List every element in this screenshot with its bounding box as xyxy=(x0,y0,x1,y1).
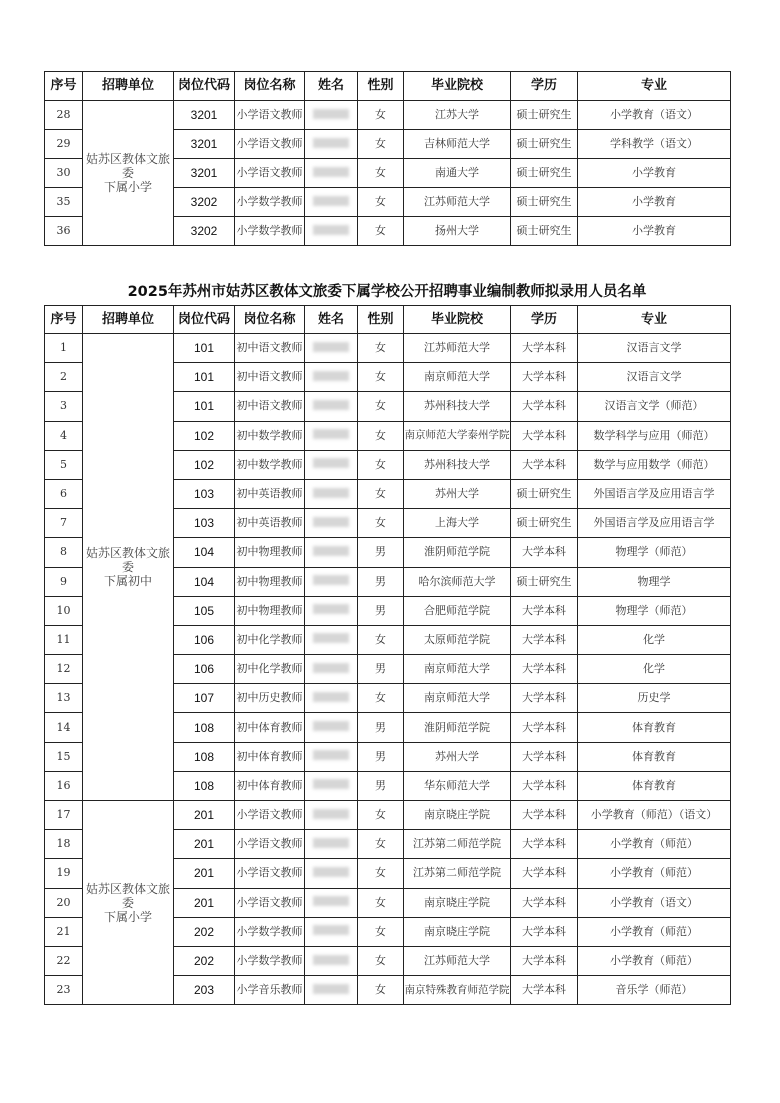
candidate-name xyxy=(305,888,358,917)
candidate-name xyxy=(305,859,358,888)
redacted-name xyxy=(313,721,349,731)
major: 小学教育（语文） xyxy=(578,101,731,130)
row-number: 5 xyxy=(45,450,83,479)
degree: 硕士研究生 xyxy=(511,479,578,508)
table-header-row xyxy=(45,306,731,334)
header-school: 毕业院校 xyxy=(404,72,511,101)
major: 外国语言学及应用语言学 xyxy=(578,479,731,508)
candidate-name xyxy=(305,363,358,392)
row-number: 8 xyxy=(45,538,83,567)
major: 小学教育 xyxy=(578,188,731,217)
post-name: 小学语文教师 xyxy=(235,159,305,188)
redacted-name xyxy=(313,633,349,643)
row-number: 22 xyxy=(45,946,83,975)
gender: 女 xyxy=(358,509,404,538)
post-code: 106 xyxy=(174,655,235,684)
candidate-name xyxy=(305,946,358,975)
degree: 大学本科 xyxy=(511,946,578,975)
post-code: 102 xyxy=(174,421,235,450)
candidate-name xyxy=(305,334,358,363)
graduate-school: 太原师范学院 xyxy=(404,625,511,654)
candidate-name xyxy=(305,101,358,130)
redacted-name xyxy=(313,109,349,119)
row-number: 6 xyxy=(45,479,83,508)
post-code: 101 xyxy=(174,392,235,421)
candidate-name xyxy=(305,130,358,159)
row-number: 4 xyxy=(45,421,83,450)
header-unit: 招聘单位 xyxy=(83,306,174,334)
graduate-school: 南京晓庄学院 xyxy=(404,888,511,917)
candidate-name xyxy=(305,479,358,508)
post-name: 初中物理教师 xyxy=(235,567,305,596)
row-number: 19 xyxy=(45,859,83,888)
table-hiring-list xyxy=(44,305,731,1005)
major: 音乐学（师范） xyxy=(578,976,731,1005)
post-code: 3201 xyxy=(174,159,235,188)
redacted-name xyxy=(313,342,349,352)
major: 物理学 xyxy=(578,567,731,596)
major: 小学教育（师范）（语文） xyxy=(578,801,731,830)
recruiting-unit: 姑苏区教体文旅 委 下属小学 xyxy=(83,801,174,1005)
header-code: 岗位代码 xyxy=(174,306,235,334)
degree: 硕士研究生 xyxy=(511,188,578,217)
post-name: 小学数学教师 xyxy=(235,917,305,946)
candidate-name xyxy=(305,188,358,217)
row-number: 1 xyxy=(45,334,83,363)
degree: 硕士研究生 xyxy=(511,509,578,538)
post-code: 108 xyxy=(174,713,235,742)
candidate-name xyxy=(305,771,358,800)
degree: 大学本科 xyxy=(511,742,578,771)
graduate-school: 江苏大学 xyxy=(404,101,511,130)
table-row xyxy=(45,801,731,830)
post-code: 105 xyxy=(174,596,235,625)
post-code: 103 xyxy=(174,509,235,538)
graduate-school: 南通大学 xyxy=(404,159,511,188)
major: 学科教学（语文） xyxy=(578,130,731,159)
post-name: 初中物理教师 xyxy=(235,538,305,567)
row-number: 9 xyxy=(45,567,83,596)
row-number: 7 xyxy=(45,509,83,538)
redacted-name xyxy=(313,692,349,702)
degree: 大学本科 xyxy=(511,655,578,684)
row-number: 29 xyxy=(45,130,83,159)
graduate-school: 江苏师范大学 xyxy=(404,946,511,975)
graduate-school: 江苏第二师范学院 xyxy=(404,830,511,859)
degree: 大学本科 xyxy=(511,538,578,567)
degree: 大学本科 xyxy=(511,771,578,800)
header-major: 专业 xyxy=(578,72,731,101)
major: 汉语言文学 xyxy=(578,363,731,392)
candidate-name xyxy=(305,538,358,567)
row-number: 11 xyxy=(45,625,83,654)
gender: 女 xyxy=(358,946,404,975)
header-name: 姓名 xyxy=(305,306,358,334)
candidate-name xyxy=(305,655,358,684)
post-name: 小学语文教师 xyxy=(235,101,305,130)
header-code: 岗位代码 xyxy=(174,72,235,101)
gender: 男 xyxy=(358,655,404,684)
candidate-name xyxy=(305,509,358,538)
candidate-name xyxy=(305,450,358,479)
table-row xyxy=(45,101,731,130)
graduate-school: 淮阴师范学院 xyxy=(404,713,511,742)
header-name: 姓名 xyxy=(305,72,358,101)
candidate-name xyxy=(305,567,358,596)
redacted-name xyxy=(313,517,349,527)
major: 小学教育（师范） xyxy=(578,859,731,888)
post-code: 101 xyxy=(174,334,235,363)
graduate-school: 南京师范大学 xyxy=(404,655,511,684)
graduate-school: 南京特殊教育师范学院 xyxy=(404,976,511,1005)
row-number: 18 xyxy=(45,830,83,859)
major: 汉语言文学 xyxy=(578,334,731,363)
graduate-school: 南京晓庄学院 xyxy=(404,801,511,830)
post-name: 小学语文教师 xyxy=(235,830,305,859)
gender: 女 xyxy=(358,188,404,217)
gender: 男 xyxy=(358,538,404,567)
row-number: 14 xyxy=(45,713,83,742)
redacted-name xyxy=(313,488,349,498)
header-major: 专业 xyxy=(578,306,731,334)
degree: 硕士研究生 xyxy=(511,159,578,188)
post-code: 3202 xyxy=(174,217,235,246)
graduate-school: 淮阴师范学院 xyxy=(404,538,511,567)
post-code: 201 xyxy=(174,888,235,917)
redacted-name xyxy=(313,955,349,965)
major: 数学与应用数学（师范） xyxy=(578,450,731,479)
header-post: 岗位名称 xyxy=(235,306,305,334)
degree: 大学本科 xyxy=(511,363,578,392)
redacted-name xyxy=(313,400,349,410)
header-post: 岗位名称 xyxy=(235,72,305,101)
degree: 大学本科 xyxy=(511,859,578,888)
degree: 大学本科 xyxy=(511,596,578,625)
post-code: 101 xyxy=(174,363,235,392)
post-name: 初中历史教师 xyxy=(235,684,305,713)
graduate-school: 南京师范大学泰州学院 xyxy=(404,421,511,450)
post-name: 小学语文教师 xyxy=(235,130,305,159)
row-number: 20 xyxy=(45,888,83,917)
redacted-name xyxy=(313,167,349,177)
row-number: 16 xyxy=(45,771,83,800)
candidate-name xyxy=(305,217,358,246)
post-name: 初中数学教师 xyxy=(235,450,305,479)
post-code: 104 xyxy=(174,567,235,596)
graduate-school: 合肥师范学院 xyxy=(404,596,511,625)
degree: 大学本科 xyxy=(511,917,578,946)
redacted-name xyxy=(313,838,349,848)
major: 小学教育（师范） xyxy=(578,830,731,859)
row-number: 13 xyxy=(45,684,83,713)
post-name: 小学数学教师 xyxy=(235,946,305,975)
post-name: 初中语文教师 xyxy=(235,334,305,363)
degree: 大学本科 xyxy=(511,421,578,450)
row-number: 28 xyxy=(45,101,83,130)
degree: 大学本科 xyxy=(511,713,578,742)
graduate-school: 哈尔滨师范大学 xyxy=(404,567,511,596)
header-gender: 性别 xyxy=(358,72,404,101)
graduate-school: 苏州科技大学 xyxy=(404,392,511,421)
major: 物理学（师范） xyxy=(578,596,731,625)
gender: 女 xyxy=(358,684,404,713)
redacted-name xyxy=(313,604,349,614)
candidate-name xyxy=(305,917,358,946)
gender: 女 xyxy=(358,888,404,917)
post-code: 104 xyxy=(174,538,235,567)
graduate-school: 南京师范大学 xyxy=(404,684,511,713)
graduate-school: 上海大学 xyxy=(404,509,511,538)
candidate-name xyxy=(305,976,358,1005)
redacted-name xyxy=(313,984,349,994)
post-name: 初中语文教师 xyxy=(235,363,305,392)
gender: 女 xyxy=(358,159,404,188)
row-number: 12 xyxy=(45,655,83,684)
row-number: 35 xyxy=(45,188,83,217)
document-title: 2025年苏州市姑苏区教体文旅委下属学校公开招聘事业编制教师拟录用人员名单 xyxy=(127,284,647,300)
gender: 男 xyxy=(358,596,404,625)
post-name: 小学数学教师 xyxy=(235,188,305,217)
gender: 女 xyxy=(358,334,404,363)
gender: 男 xyxy=(358,771,404,800)
header-degree: 学历 xyxy=(511,306,578,334)
degree: 大学本科 xyxy=(511,830,578,859)
candidate-name xyxy=(305,421,358,450)
graduate-school: 江苏师范大学 xyxy=(404,188,511,217)
gender: 女 xyxy=(358,421,404,450)
table-header-row xyxy=(45,72,731,101)
graduate-school: 江苏第二师范学院 xyxy=(404,859,511,888)
redacted-name xyxy=(313,225,349,235)
gender: 女 xyxy=(358,217,404,246)
post-code: 201 xyxy=(174,830,235,859)
redacted-name xyxy=(313,429,349,439)
gender: 女 xyxy=(358,859,404,888)
post-code: 202 xyxy=(174,946,235,975)
major: 小学教育（师范） xyxy=(578,917,731,946)
candidate-name xyxy=(305,159,358,188)
redacted-name xyxy=(313,750,349,760)
redacted-name xyxy=(313,809,349,819)
post-code: 108 xyxy=(174,742,235,771)
candidate-name xyxy=(305,392,358,421)
post-code: 203 xyxy=(174,976,235,1005)
gender: 女 xyxy=(358,101,404,130)
row-number: 36 xyxy=(45,217,83,246)
degree: 大学本科 xyxy=(511,625,578,654)
row-number: 2 xyxy=(45,363,83,392)
post-name: 小学语文教师 xyxy=(235,859,305,888)
post-name: 初中数学教师 xyxy=(235,421,305,450)
graduate-school: 南京晓庄学院 xyxy=(404,917,511,946)
degree: 大学本科 xyxy=(511,976,578,1005)
row-number: 21 xyxy=(45,917,83,946)
post-name: 小学语文教师 xyxy=(235,888,305,917)
post-name: 初中英语教师 xyxy=(235,479,305,508)
candidate-name xyxy=(305,625,358,654)
graduate-school: 吉林师范大学 xyxy=(404,130,511,159)
row-number: 3 xyxy=(45,392,83,421)
candidate-name xyxy=(305,713,358,742)
post-name: 初中化学教师 xyxy=(235,655,305,684)
gender: 女 xyxy=(358,392,404,421)
recruiting-unit: 姑苏区教体文旅委 下属小学 xyxy=(83,101,174,246)
post-name: 小学语文教师 xyxy=(235,801,305,830)
gender: 男 xyxy=(358,713,404,742)
gender: 男 xyxy=(358,742,404,771)
redacted-name xyxy=(313,663,349,673)
gender: 男 xyxy=(358,567,404,596)
redacted-name xyxy=(313,867,349,877)
degree: 硕士研究生 xyxy=(511,101,578,130)
gender: 女 xyxy=(358,917,404,946)
header-gender: 性别 xyxy=(358,306,404,334)
redacted-name xyxy=(313,196,349,206)
redacted-name xyxy=(313,896,349,906)
graduate-school: 华东师范大学 xyxy=(404,771,511,800)
row-number: 17 xyxy=(45,801,83,830)
degree: 硕士研究生 xyxy=(511,130,578,159)
major: 体育教育 xyxy=(578,713,731,742)
post-code: 106 xyxy=(174,625,235,654)
header-no: 序号 xyxy=(45,72,83,101)
gender: 女 xyxy=(358,479,404,508)
redacted-name xyxy=(313,925,349,935)
major: 化学 xyxy=(578,625,731,654)
row-number: 15 xyxy=(45,742,83,771)
candidate-name xyxy=(305,684,358,713)
graduate-school: 苏州大学 xyxy=(404,742,511,771)
redacted-name xyxy=(313,371,349,381)
candidate-name xyxy=(305,801,358,830)
major: 小学教育 xyxy=(578,159,731,188)
major: 数学科学与应用（师范） xyxy=(578,421,731,450)
post-code: 107 xyxy=(174,684,235,713)
post-code: 3201 xyxy=(174,101,235,130)
gender: 女 xyxy=(358,130,404,159)
redacted-name xyxy=(313,575,349,585)
post-name: 初中化学教师 xyxy=(235,625,305,654)
post-name: 初中物理教师 xyxy=(235,596,305,625)
major: 汉语言文学（师范） xyxy=(578,392,731,421)
gender: 女 xyxy=(358,830,404,859)
candidate-name xyxy=(305,596,358,625)
post-code: 201 xyxy=(174,859,235,888)
post-code: 102 xyxy=(174,450,235,479)
degree: 硕士研究生 xyxy=(511,217,578,246)
redacted-name xyxy=(313,779,349,789)
header-unit: 招聘单位 xyxy=(83,72,174,101)
major: 化学 xyxy=(578,655,731,684)
gender: 女 xyxy=(358,450,404,479)
gender: 女 xyxy=(358,976,404,1005)
post-code: 103 xyxy=(174,479,235,508)
candidate-name xyxy=(305,830,358,859)
post-name: 初中语文教师 xyxy=(235,392,305,421)
gender: 女 xyxy=(358,801,404,830)
gender: 女 xyxy=(358,625,404,654)
post-code: 3201 xyxy=(174,130,235,159)
post-name: 初中体育教师 xyxy=(235,742,305,771)
major: 物理学（师范） xyxy=(578,538,731,567)
post-code: 108 xyxy=(174,771,235,800)
header-school: 毕业院校 xyxy=(404,306,511,334)
degree: 大学本科 xyxy=(511,450,578,479)
redacted-name xyxy=(313,546,349,556)
major: 小学教育（语文） xyxy=(578,888,731,917)
row-number: 23 xyxy=(45,976,83,1005)
candidate-name xyxy=(305,742,358,771)
header-no: 序号 xyxy=(45,306,83,334)
table-primary-continued xyxy=(44,71,731,246)
major: 小学教育（师范） xyxy=(578,946,731,975)
major: 小学教育 xyxy=(578,217,731,246)
major: 历史学 xyxy=(578,684,731,713)
degree: 大学本科 xyxy=(511,392,578,421)
major: 外国语言学及应用语言学 xyxy=(578,509,731,538)
degree: 大学本科 xyxy=(511,684,578,713)
post-name: 初中体育教师 xyxy=(235,771,305,800)
post-name: 小学数学教师 xyxy=(235,217,305,246)
row-number: 30 xyxy=(45,159,83,188)
major: 体育教育 xyxy=(578,771,731,800)
post-code: 202 xyxy=(174,917,235,946)
redacted-name xyxy=(313,138,349,148)
graduate-school: 苏州科技大学 xyxy=(404,450,511,479)
table-row xyxy=(45,334,731,363)
graduate-school: 苏州大学 xyxy=(404,479,511,508)
graduate-school: 江苏师范大学 xyxy=(404,334,511,363)
major: 体育教育 xyxy=(578,742,731,771)
post-name: 初中体育教师 xyxy=(235,713,305,742)
row-number: 10 xyxy=(45,596,83,625)
redacted-name xyxy=(313,458,349,468)
post-name: 小学音乐教师 xyxy=(235,976,305,1005)
graduate-school: 南京师范大学 xyxy=(404,363,511,392)
degree: 大学本科 xyxy=(511,888,578,917)
gender: 女 xyxy=(358,363,404,392)
degree: 大学本科 xyxy=(511,334,578,363)
post-code: 201 xyxy=(174,801,235,830)
degree: 大学本科 xyxy=(511,801,578,830)
post-code: 3202 xyxy=(174,188,235,217)
header-degree: 学历 xyxy=(511,72,578,101)
recruiting-unit: 姑苏区教体文旅 委 下属初中 xyxy=(83,334,174,801)
post-name: 初中英语教师 xyxy=(235,509,305,538)
graduate-school: 扬州大学 xyxy=(404,217,511,246)
degree: 硕士研究生 xyxy=(511,567,578,596)
